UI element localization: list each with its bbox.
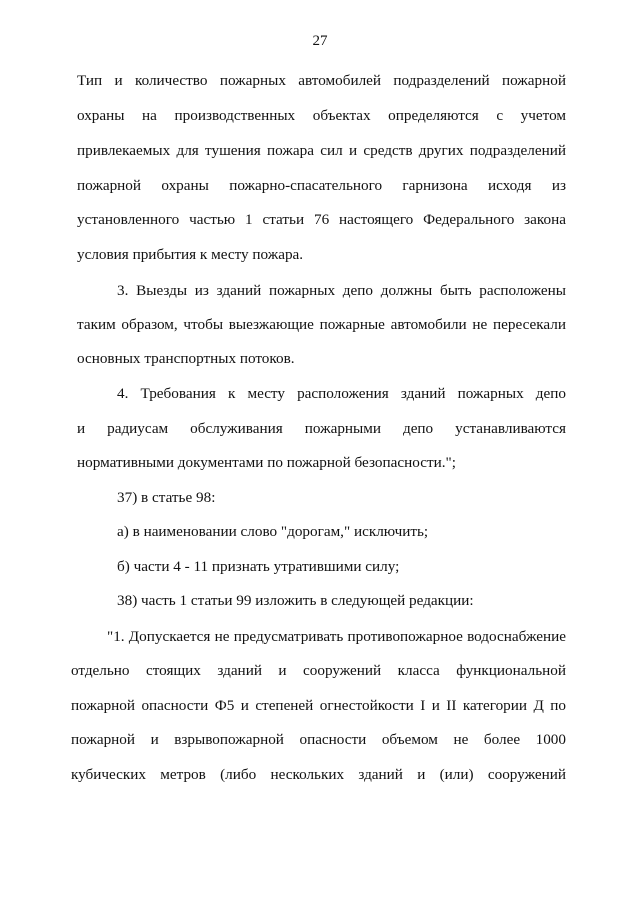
text-line: основных транспортных потоков. <box>77 350 295 367</box>
text-line: привлекаемых для тушения пожара сил и средств других подразделений <box>77 142 566 159</box>
text-line: кубических метров (либо нескольких зданий и (или) сооружений <box>71 766 566 783</box>
text-line: пожарной опасности Ф5 и степеней огнестойкости I и II категории Д по <box>71 697 566 714</box>
text-line: 37) в статье 98: <box>117 489 216 506</box>
text-line: пожарной охраны пожарно-спасательного гарнизона исходя из <box>77 177 566 194</box>
text-line: нормативными документами по пожарной безопасности."; <box>77 454 456 471</box>
text-line: охраны на производственных объектах определяются с учетом <box>77 107 566 124</box>
text-line: б) части 4 - 11 признать утратившими силу; <box>117 558 400 575</box>
text-line: таким образом, чтобы выезжающие пожарные автомобили не пересекали <box>77 316 566 333</box>
text-line: условия прибытия к месту пожара. <box>77 246 304 263</box>
text-line: отдельно стоящих зданий и сооружений класса функциональной <box>71 662 566 679</box>
text-line: установленного частью 1 статьи 76 настоящего Федерального закона <box>77 211 566 228</box>
text-line: 3. Выезды из зданий пожарных депо должны быть расположены <box>117 282 566 299</box>
text-line: Тип и количество пожарных автомобилей подразделений пожарной <box>77 72 566 89</box>
text-line: пожарной и взрывопожарной опасности объемом не более 1000 <box>71 731 566 748</box>
text-line: 4. Требования к месту расположения зданий пожарных депо <box>117 385 566 402</box>
text-line: 38) часть 1 статьи 99 изложить в следующей редакции: <box>117 592 474 609</box>
text-line: и радиусам обслуживания пожарными депо устанавливаются <box>77 420 566 437</box>
text-line: "1. Допускается не предусматривать противопожарное водоснабжение <box>107 628 566 645</box>
page-number: 27 <box>312 33 328 49</box>
text-line: а) в наименовании слово "дорогам," исключить; <box>117 523 429 540</box>
